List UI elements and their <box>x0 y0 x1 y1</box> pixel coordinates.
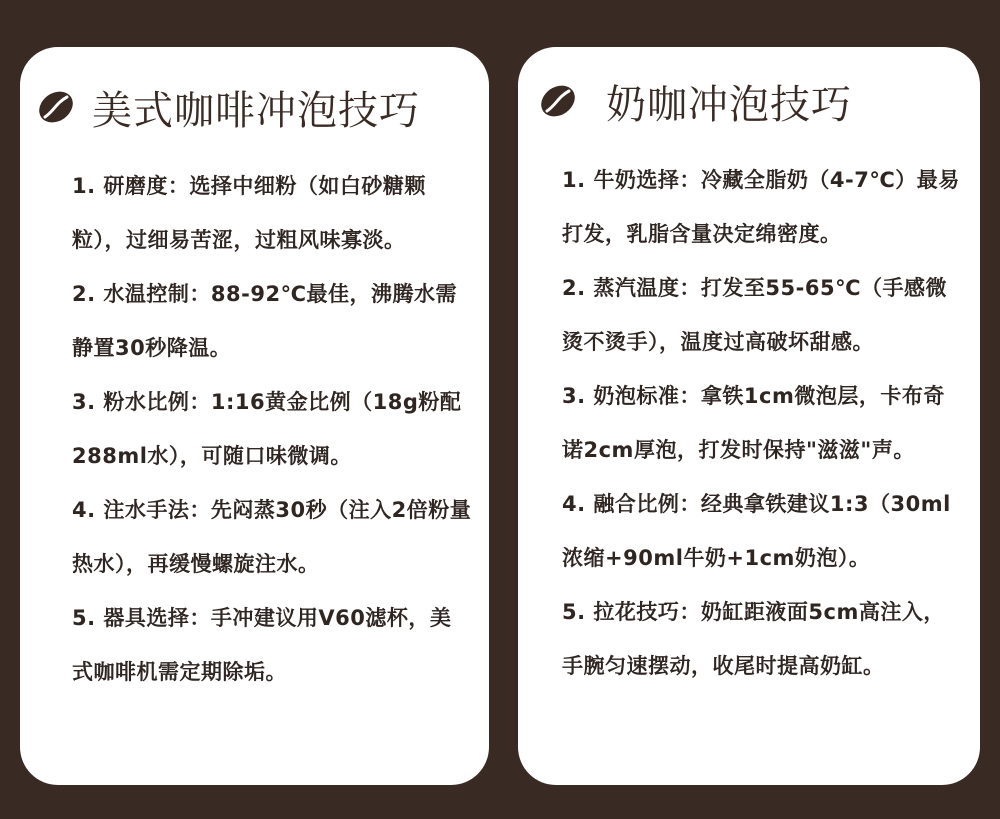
tip-item: 3. 奶泡标准：拿铁1cm微泡层，卡布奇诺2cm厚泡，打发时保持"滋滋"声。 <box>562 384 945 462</box>
tip-item: 5. 器具选择：手冲建议用V60滤杯，美式咖啡机需定期除垢。 <box>72 606 452 684</box>
tip-item: 3. 粉水比例：1:16黄金比例（18g粉配288ml水），可随口味微调。 <box>72 390 462 468</box>
card-title: 美式咖啡冲泡技巧 <box>92 87 420 134</box>
coffee-bean-icon <box>36 87 76 127</box>
coffee-bean-icon <box>538 81 578 121</box>
tip-item: 5. 拉花技巧：奶缸距液面5cm高注入，手腕匀速摆动，收尾时提高奶缸。 <box>562 600 945 678</box>
card-header <box>538 71 960 131</box>
tip-item: 4. 注水手法：先闷蒸30秒（注入2倍粉量热水），再缓慢螺旋注水。 <box>72 498 472 576</box>
tip-item: 4. 融合比例：经典拿铁建议1:3（30ml浓缩+90ml牛奶+1cm奶泡）。 <box>562 492 951 570</box>
tip-item: 1. 牛奶选择：冷藏全脂奶（4-7℃）最易打发，乳脂含量决定绵密度。 <box>562 168 960 246</box>
milk-coffee-tips-card <box>518 47 980 785</box>
tip-item: 2. 蒸汽温度：打发至55-65℃（手感微烫不烫手），温度过高破坏甜感。 <box>562 276 947 354</box>
tip-item: 1. 研磨度：选择中细粉（如白砂糖颗粒），过细易苦涩，过粗风味寡淡。 <box>72 174 426 252</box>
americano-tips-card <box>20 47 489 785</box>
tips-list <box>72 159 472 699</box>
card-title: 奶咖冲泡技巧 <box>606 81 852 128</box>
card-header <box>36 77 469 137</box>
tip-item: 2. 水温控制：88-92℃最佳，沸腾水需静置30秒降温。 <box>72 282 457 360</box>
tips-list <box>562 153 960 693</box>
